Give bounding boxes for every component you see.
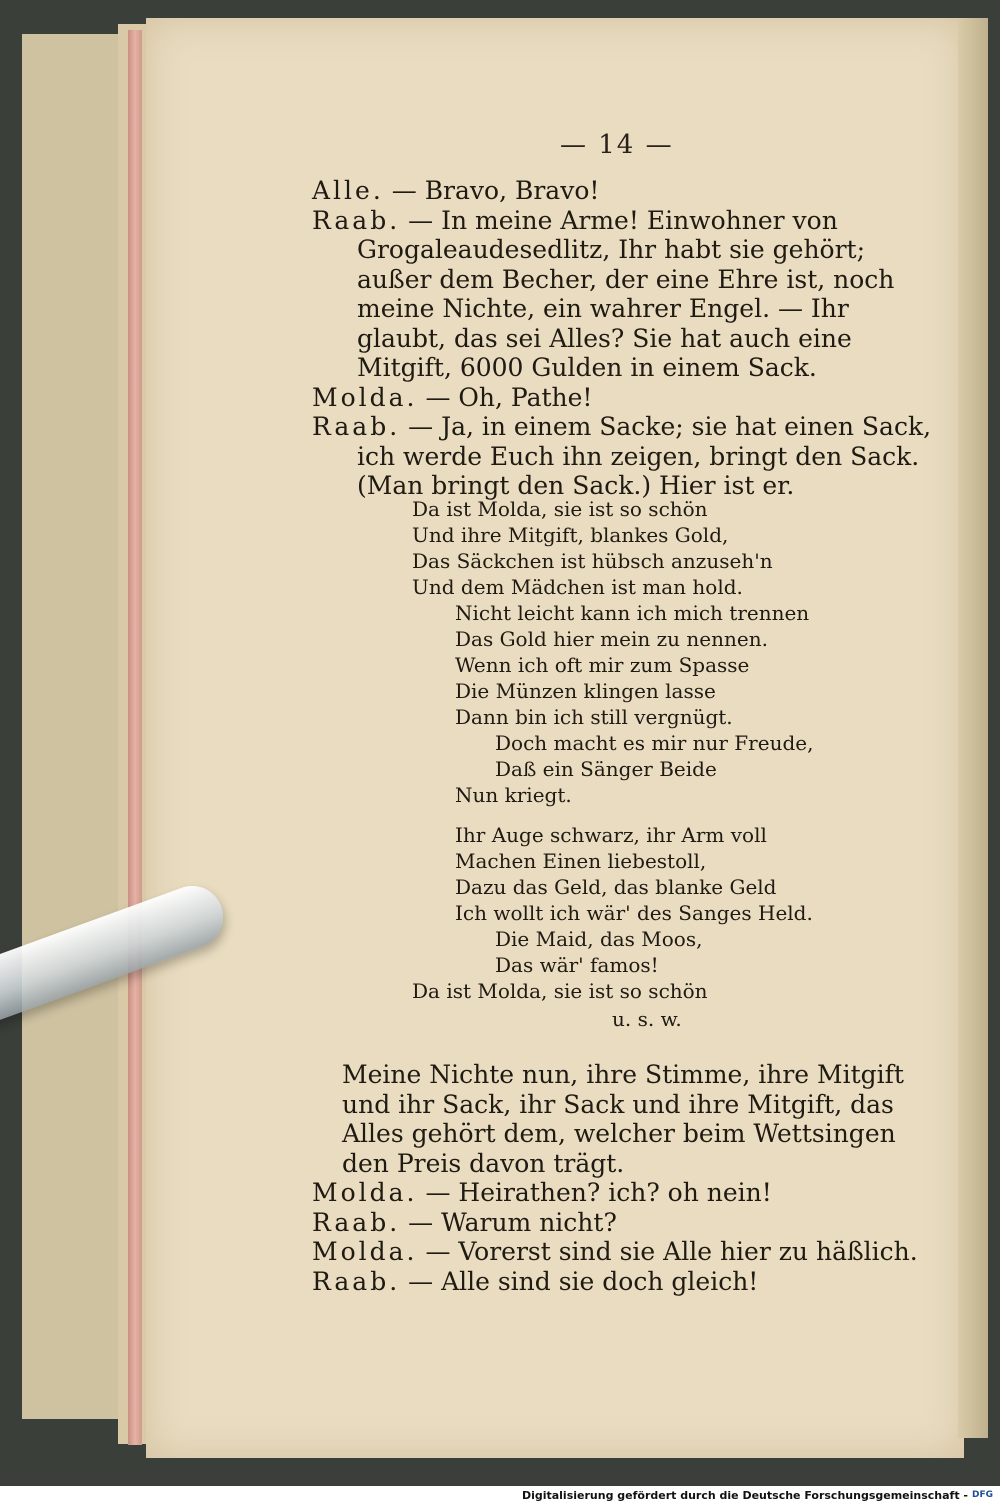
dialogue-line — [312, 1208, 934, 1238]
dfg-logo: DFG — [972, 1490, 994, 1500]
dialogue-text: — Ja, in einem Sacke; sie hat einen Sack, ich werde Euch ihn zeigen, bringt den Sack. (Man bringt den Sack.) Hier ist er. — [357, 412, 932, 500]
dialogue-line — [312, 1237, 934, 1267]
speaker-name: Raab. — [312, 1266, 401, 1296]
verse-line: Da ist Molda, sie ist so schön — [412, 979, 708, 1003]
digitization-credit: Digitalisierung gefördert durch die Deutsche Forschungsgemeinschaft - — [521, 1489, 968, 1502]
verse-line: Nicht leicht kann ich mich trennen — [455, 601, 810, 625]
verse-line: Und dem Mädchen ist man hold. — [412, 575, 743, 599]
dialogue-text: — Vorerst sind sie Alle hier zu häßlich. — [417, 1237, 918, 1266]
dialogue-text: — In meine Arme! Einwohner von Grogaleaudesedlitz, Ihr habt sie gehört; außer dem Becher, der eine Ehre ist, noch meine Nichte, ein wahrer Engel. — Ihr glaubt, das sei Alles? Sie hat auch eine Mitgift, 6000 Gulden in einem Sack. — [357, 205, 895, 382]
song-verse — [412, 496, 832, 1032]
dialogue-text: — Heirathen? ich? oh nein! — [417, 1178, 772, 1207]
dialogue-line — [312, 1178, 934, 1208]
speaker-name: Molda. — [312, 1178, 418, 1207]
speaker-name: Molda. — [312, 382, 418, 412]
dialogue-line — [312, 1267, 934, 1297]
prose-top — [312, 176, 934, 501]
page-number: — 14 — — [560, 130, 674, 160]
verse-line: Machen Einen liebestoll, — [455, 849, 707, 873]
verse-line: Daß ein Sänger Beide — [495, 757, 717, 781]
dialogue-line — [312, 206, 934, 383]
dialogue-text: — Warum nicht? — [400, 1207, 617, 1237]
dialogue-text: — Oh, Pathe! — [417, 382, 593, 412]
verse-line: Dann bin ich still vergnügt. — [455, 705, 733, 729]
verse-line: Und ihre Mitgift, blankes Gold, — [412, 523, 729, 547]
speaker-name: Raab. — [312, 412, 401, 441]
dialogue-text: — Bravo, Bravo! — [383, 176, 600, 205]
speaker-name: Molda. — [312, 1237, 418, 1266]
verse-line: Das Säckchen ist hübsch anzuseh'n — [412, 549, 773, 573]
dialogue-text: — Alle sind sie doch gleich! — [400, 1266, 759, 1296]
verse-line: Das Gold hier mein zu nennen. — [455, 627, 768, 651]
red-page-edge — [128, 30, 142, 1445]
dialogue-line — [312, 176, 934, 206]
verse-line: u. s. w. — [612, 1007, 682, 1031]
verse-line: Die Münzen klingen lasse — [455, 679, 716, 703]
verse-line: Doch macht es mir nur Freude, — [495, 731, 814, 755]
paragraph — [312, 1060, 934, 1178]
verse-line: Wenn ich oft mir zum Spasse — [455, 653, 750, 677]
verse-line: Dazu das Geld, das blanke Geld — [455, 875, 777, 899]
verse-line: Ihr Auge schwarz, ihr Arm voll — [455, 823, 767, 847]
dialogue-line — [312, 412, 934, 501]
verse-line: Das wär' famos! — [495, 953, 659, 977]
paragraph-text: Meine Nichte nun, ihre Stimme, ihre Mitgift und ihr Sack, ihr Sack und ihre Mitgift, das Alles gehört dem, welcher beim Wettsingen den Preis davon trägt. — [342, 1060, 904, 1178]
speaker-name: Raab. — [312, 205, 401, 235]
verse-line: Nun kriegt. — [455, 783, 572, 807]
dialogue-line — [312, 383, 934, 413]
verse-line: Die Maid, das Moos, — [495, 927, 703, 951]
page-right-edge — [958, 18, 988, 1438]
speaker-name: Alle. — [312, 176, 384, 205]
prose-bottom — [312, 1060, 934, 1296]
verse-line: Da ist Molda, sie ist so schön — [412, 497, 708, 521]
verse-line: Ich wollt ich wär' des Sanges Held. — [455, 901, 813, 925]
stanza-gap — [412, 808, 832, 822]
speaker-name: Raab. — [312, 1207, 401, 1237]
